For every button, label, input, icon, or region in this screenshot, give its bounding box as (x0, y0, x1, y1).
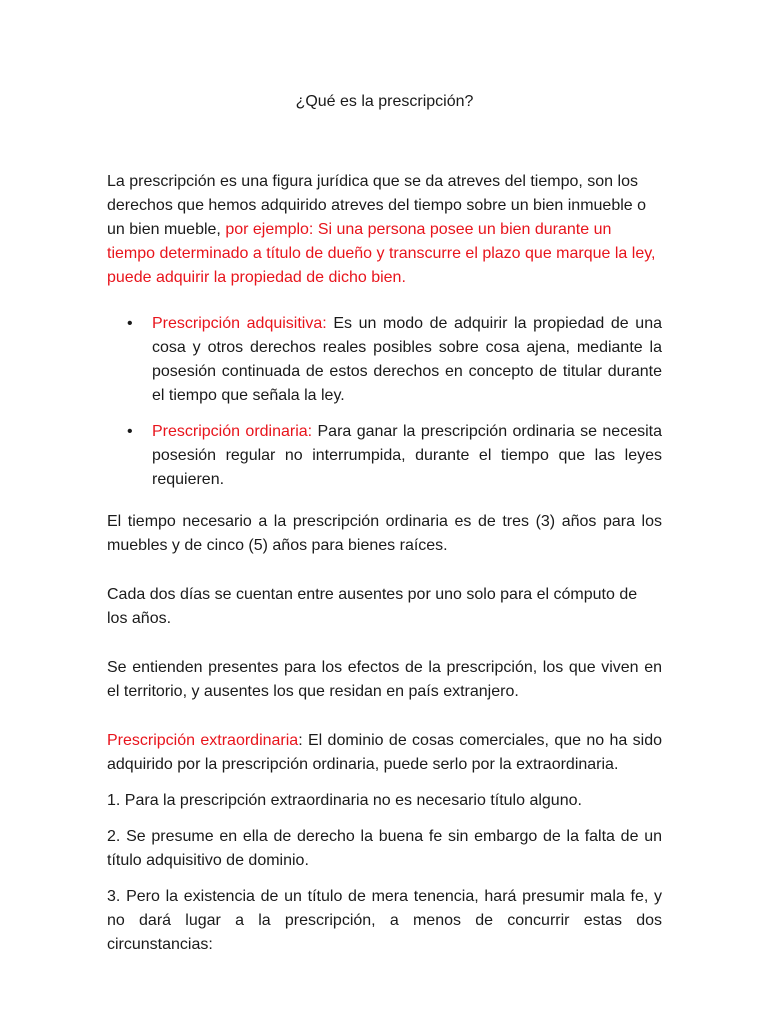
numbered-list (107, 789, 662, 957)
extraordinary-term: Prescripción extraordinaria (107, 732, 299, 749)
bullet-term: Prescripción ordinaria: (152, 423, 313, 440)
intro-paragraph (107, 170, 662, 290)
numbered-item: 1. Para la prescripción extraordinaria no es necesario título alguno. (107, 792, 582, 809)
numbered-item: 3. Pero la existencia de un título de mera tenencia, hará presumir mala fe, y no dará lugar a la prescripción, a menos de concurrir estas dos circunstancias: (107, 888, 662, 953)
body-paragraph: Cada dos días se cuentan entre ausentes por uno solo para el cómputo de los años. (107, 586, 638, 627)
bullet-icon: • (127, 423, 133, 440)
bullet-icon: • (127, 315, 133, 332)
body-paragraph: Se entienden presentes para los efectos de la prescripción, los que viven en el territorio, y ausentes los que residan en país extranjero. (107, 659, 662, 700)
extraordinary-text: : El dominio de cosas comerciales, que no ha sido adquirido por la prescripción ordinaria, puede serlo por la extraordinaria. (107, 732, 662, 773)
page-title: ¿Qué es la prescripción? (295, 93, 474, 110)
bullet-term: Prescripción adquisitiva: (152, 315, 327, 332)
intro-example-text: Si una persona posee un bien durante un tiempo determinado a título de dueño y transcurre el plazo que marque la ley, puede adquirir la propiedad de dicho bien. (107, 221, 656, 286)
definition-list (107, 312, 662, 492)
document-content (107, 90, 662, 957)
intro-example-label: por ejemplo: (225, 221, 318, 238)
list-item (107, 420, 662, 492)
list-item (107, 312, 662, 408)
bullet-text: Es un modo de adquirir la propiedad de una cosa y otros derechos reales posibles sobre cosa ajena, mediante la posesión continuada de estos derechos en concepto de titular durante el tiempo que señala la ley. (152, 315, 662, 404)
intro-text: La prescripción es una figura jurídica que se da atreves del tiempo, son los derechos que hemos adquirido atreves del tiempo sobre un bien inmueble o un bien mueble, (107, 173, 647, 238)
bullet-text: Para ganar la prescripción ordinaria se necesita posesión regular no interrumpida, durante el tiempo que las leyes requieren. (152, 423, 662, 488)
extraordinary-paragraph (107, 729, 662, 777)
numbered-item: 2. Se presume en ella de derecho la buena fe sin embargo de la falta de un título adquisitivo de dominio. (107, 828, 662, 869)
body-paragraph: El tiempo necesario a la prescripción ordinaria es de tres (3) años para los muebles y de cinco (5) años para bienes raíces. (107, 513, 662, 554)
